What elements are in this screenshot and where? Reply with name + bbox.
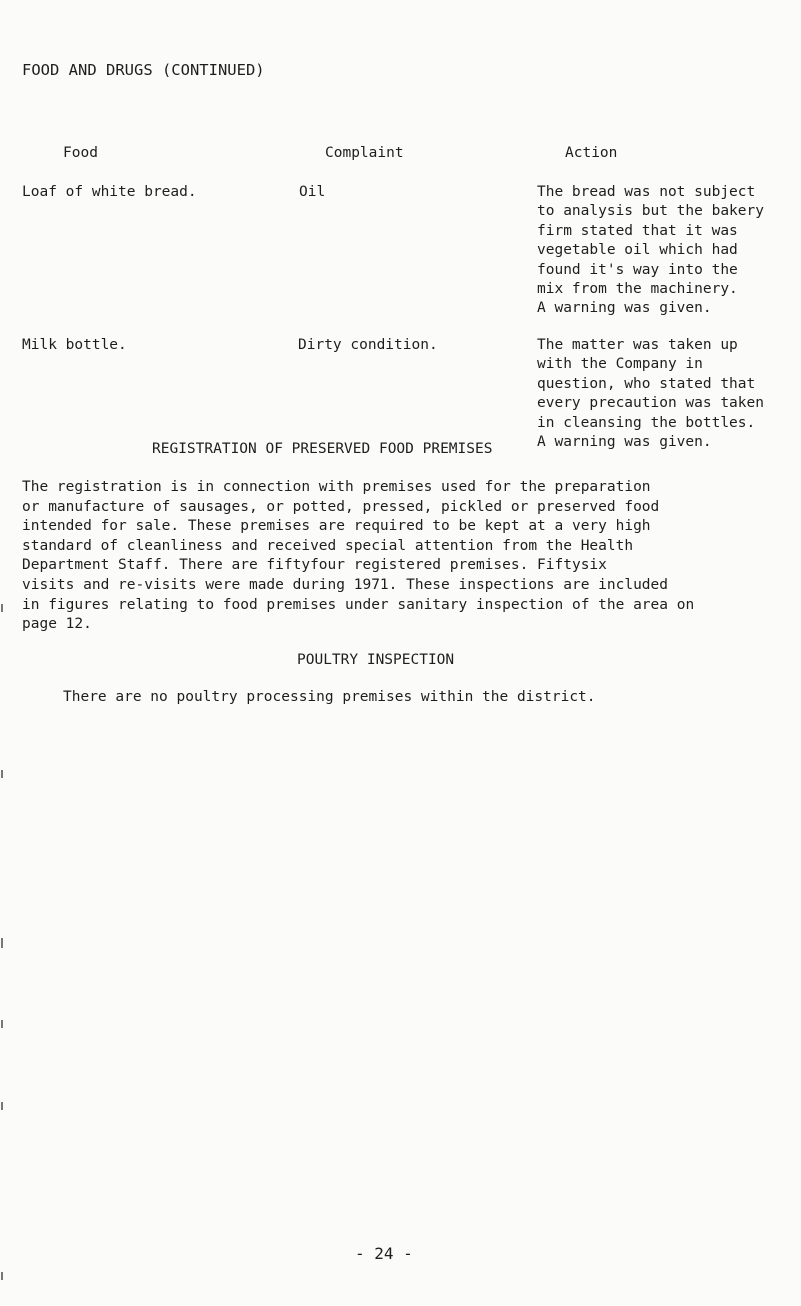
row-1-action	[537, 183, 764, 319]
paragraph-line: visits and re-visits were made during 1971. These inspections are included	[22, 576, 669, 593]
section-heading-poultry: POULTRY INSPECTION	[297, 652, 455, 668]
scan-mark	[1, 770, 3, 778]
paragraph-line: intended for sale. These premises are required to be kept at a very high	[22, 518, 651, 535]
scan-mark	[1, 938, 3, 948]
action-line: found it's way into the	[537, 261, 738, 278]
row-2-complaint: Dirty condition.	[298, 337, 438, 353]
action-line: The bread was not subject	[537, 184, 756, 200]
paragraph-line: in figures relating to food premises under sanitary inspection of the area on	[22, 596, 695, 613]
action-line: in cleansing the bottles.	[537, 414, 756, 431]
action-line: with the Company in	[537, 356, 703, 373]
row-2-action	[537, 336, 764, 452]
action-line: to analysis but the bakery	[537, 203, 764, 220]
row-1-food: Loaf of white bread.	[22, 184, 197, 200]
section-heading-registration: REGISTRATION OF PRESERVED FOOD PREMISES	[152, 441, 493, 457]
scan-mark	[1, 1272, 3, 1280]
row-1-complaint: Oil	[299, 184, 326, 200]
column-header-action: Action	[565, 145, 618, 161]
action-line: firm stated that it was	[537, 222, 738, 239]
scan-mark	[1, 1102, 3, 1110]
action-line: vegetable oil which had	[537, 242, 738, 259]
paragraph-line: or manufacture of sausages, or potted, pressed, pickled or preserved food	[22, 498, 660, 515]
column-header-complaint: Complaint	[325, 145, 404, 161]
action-line: A warning was given.	[537, 434, 712, 451]
paragraph-line: The registration is in connection with premises used for the preparation	[22, 479, 651, 495]
action-line: A warning was given.	[537, 300, 712, 317]
column-header-food: Food	[63, 145, 98, 161]
row-2-food: Milk bottle.	[22, 337, 127, 353]
paragraph-line: standard of cleanliness and received special attention from the Health	[22, 537, 634, 554]
scan-mark	[1, 1020, 3, 1028]
action-line: mix from the machinery.	[537, 281, 738, 298]
poultry-paragraph: There are no poultry processing premises within the district.	[63, 689, 596, 705]
page-number: - 24 -	[355, 1244, 413, 1263]
action-line: every precaution was taken	[537, 395, 764, 412]
action-line: The matter was taken up	[537, 337, 738, 353]
action-line: question, who stated that	[537, 375, 756, 392]
page-title: FOOD AND DRUGS (CONTINUED)	[22, 61, 265, 79]
scan-mark	[1, 604, 3, 612]
registration-paragraph	[22, 478, 782, 635]
paragraph-line: page 12.	[22, 616, 92, 633]
paragraph-line: Department Staff. There are fiftyfour registered premises. Fiftysix	[22, 557, 607, 574]
